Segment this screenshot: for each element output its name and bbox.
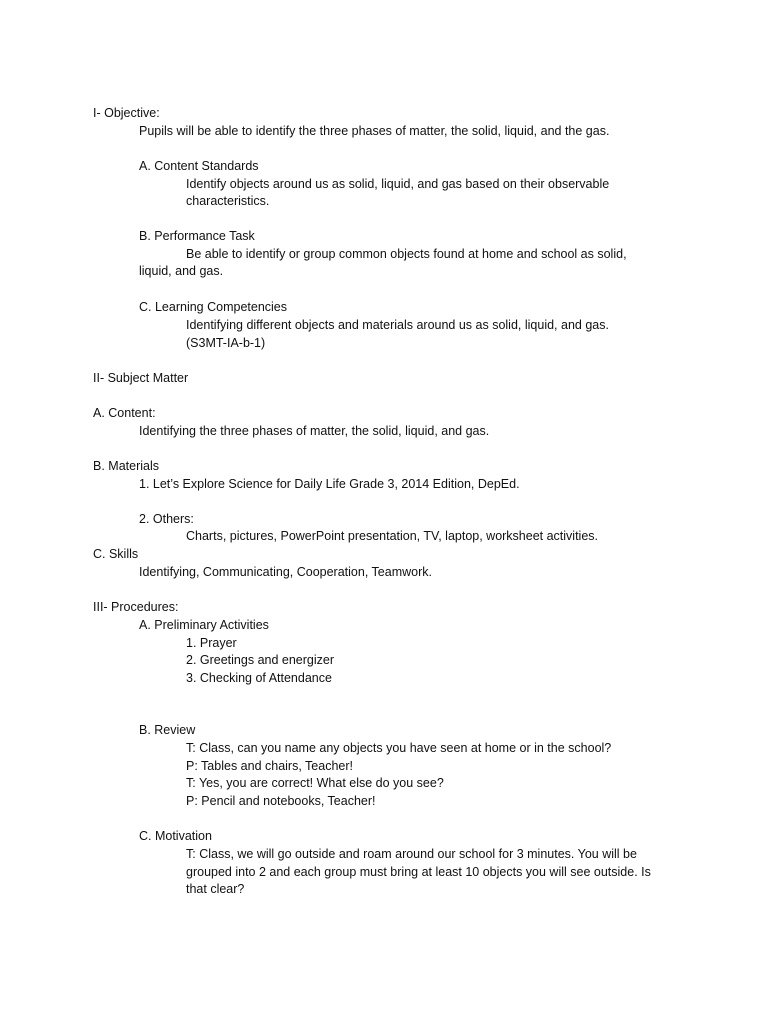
dialogue-line: that clear? [186, 882, 245, 896]
materials-others-heading: 2. Others: [139, 512, 194, 526]
dialogue-line: P: Pencil and notebooks, Teacher! [186, 794, 376, 808]
objective-text: Pupils will be able to identify the three phases of matter, the solid, liquid, and the gas. [139, 124, 610, 138]
dialogue-line: T: Class, we will go outside and roam around our school for 3 minutes. You will be [186, 847, 637, 861]
objective-heading: I- Objective: [93, 106, 160, 120]
list-item: 3. Checking of Attendance [186, 671, 332, 685]
materials-item: 1. Let’s Explore Science for Daily Life Grade 3, 2014 Edition, DepEd. [139, 477, 520, 491]
procedures-heading: III- Procedures: [93, 600, 179, 614]
materials-heading: B. Materials [93, 459, 159, 473]
content-heading: A. Content: [93, 406, 156, 420]
learning-competencies-code: (S3MT-IA-b-1) [186, 336, 266, 350]
performance-task-heading: B. Performance Task [139, 229, 255, 243]
dialogue-line: P: Tables and chairs, Teacher! [186, 759, 353, 773]
subject-matter-heading: II- Subject Matter [93, 371, 189, 385]
review-heading: B. Review [139, 723, 196, 737]
dialogue-line: T: Yes, you are correct! What else do you see? [186, 776, 444, 790]
skills-heading: C. Skills [93, 547, 139, 561]
motivation-heading: C. Motivation [139, 829, 212, 843]
content-text: Identifying the three phases of matter, the solid, liquid, and gas. [139, 424, 490, 438]
list-item: 2. Greetings and energizer [186, 653, 335, 667]
learning-competencies-line: Identifying different objects and materials around us as solid, liquid, and gas. [186, 318, 609, 332]
content-standards-line: Identify objects around us as solid, liquid, and gas based on their observable [186, 177, 610, 191]
preliminary-activities-heading: A. Preliminary Activities [139, 618, 269, 632]
skills-text: Identifying, Communicating, Cooperation, Teamwork. [139, 565, 432, 579]
dialogue-line: T: Class, can you name any objects you have seen at home or in the school? [186, 741, 612, 755]
materials-others-text: Charts, pictures, PowerPoint presentation, TV, laptop, worksheet activities. [186, 529, 599, 543]
content-standards-heading: A. Content Standards [139, 159, 259, 173]
performance-task-line: Be able to identify or group common objects found at home and school as solid, [186, 247, 627, 261]
dialogue-line: grouped into 2 and each group must bring at least 10 objects you will see outside. Is [186, 865, 651, 879]
performance-task-line: liquid, and gas. [139, 264, 224, 278]
list-item: 1. Prayer [186, 636, 237, 650]
content-standards-line: characteristics. [186, 194, 270, 208]
learning-competencies-heading: C. Learning Competencies [139, 300, 287, 314]
